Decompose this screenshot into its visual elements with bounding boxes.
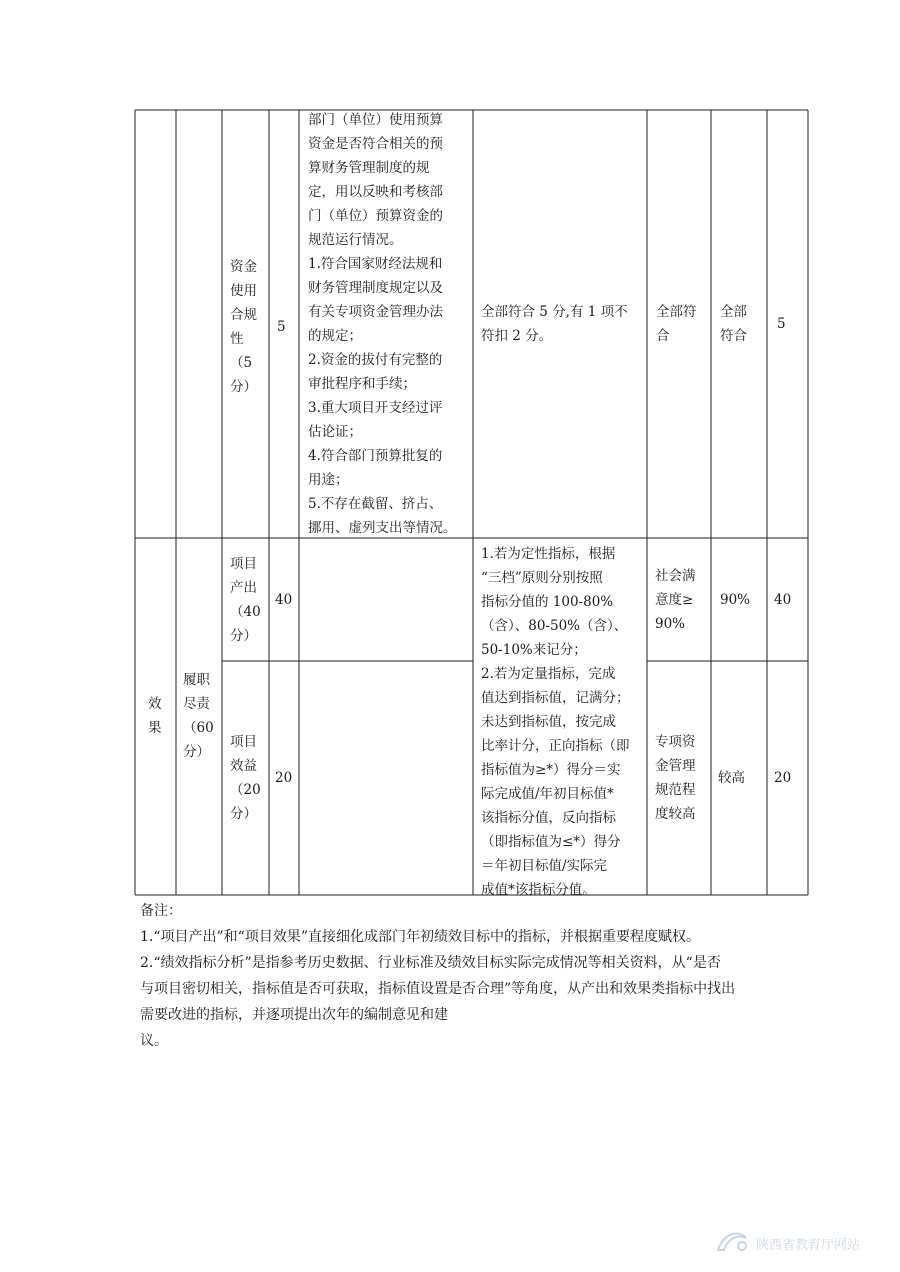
output-target: 社会满 意度≥ 90% xyxy=(655,568,696,632)
site-watermark xyxy=(712,1224,892,1264)
watermark-text: 陕西省教育厅网站 xyxy=(756,1238,861,1253)
output-score: 40 xyxy=(774,592,792,608)
fund-use-description: 部门（单位）使用预算 资金是否符合相关的预 算财务管理制度的规 定，用以反映和考核部 门（单位）预算资金的 规范运行情况。 1.符合国家财经法规和 财务管理制度规定以及 有关专项资金管理办法 的规定； 2.资金的拔付有完整的 审批程序和手续； 3.重大项目开支经过评 估论证； 4.符合部门预算批复的 用途； 5.不存在截留、挤占、 挪用、虚列支出等情况。 xyxy=(308,112,457,536)
benefit-weight: 20 xyxy=(275,770,293,786)
fund-use-scoring-standard: 全部符合 5 分,有 1 项不 符扣 2 分。 xyxy=(481,304,628,344)
fund-use-target: 全部符 合 xyxy=(656,304,697,344)
notes-section xyxy=(140,898,820,1054)
benefit-actual: 较高 xyxy=(718,770,745,786)
benefit-target: 专项资 金管理 规范程 度较高 xyxy=(655,734,696,822)
output-item-label: 项目 产出 （40 分） xyxy=(230,556,261,644)
notes-heading: 备注： xyxy=(140,903,182,919)
category-effect: 效 果 xyxy=(148,696,162,736)
watermark-logo-icon xyxy=(712,1224,752,1260)
note-1: 1.“项目产出”和“项目效果”直接细化成部门年初绩效目标中的指标，并根据重要程度赋权。 xyxy=(140,929,700,945)
fund-use-item-label: 资金 使用 合规 性 （5 分） xyxy=(230,259,257,395)
output-weight: 40 xyxy=(275,592,293,608)
subcategory-duty: 履职 尽责 （60 分） xyxy=(183,672,214,760)
benefit-item-label: 项目 效益 （20 分） xyxy=(230,734,261,822)
fund-use-score: 5 xyxy=(777,316,786,332)
benefit-score: 20 xyxy=(774,770,792,786)
effect-scoring-standard: 1.若为定性指标，根据 “三档”原则分别按照 指标分值的 100-80% （含）、80-50%（含）、 50-10%来记分； 2.若为定量指标，完成 值达到指标值，记满分； 未达到指标值，按完成 比率计分，正向指标（即 指标值为≥*）得分＝实 际完成值/年初目标值* 该指标分值，反向指标 （即指标值为≤*）得分 ＝年初目标值/实际完 成值*该指标分值。 xyxy=(481,546,630,898)
fund-use-weight: 5 xyxy=(277,319,286,335)
fund-use-actual: 全部 符合 xyxy=(720,304,747,344)
output-actual: 90% xyxy=(720,592,751,608)
note-2: 2.“绩效指标分析”是指参考历史数据、行业标准及绩效目标实际完成情况等相关资料，从“是否 与项目密切相关，指标值是否可获取，指标值设置是否合理”等角度，从产出和效果类指标中找出 需要改进的指标，并逐项提出次年的编制意见和建 议。 xyxy=(140,955,736,1049)
